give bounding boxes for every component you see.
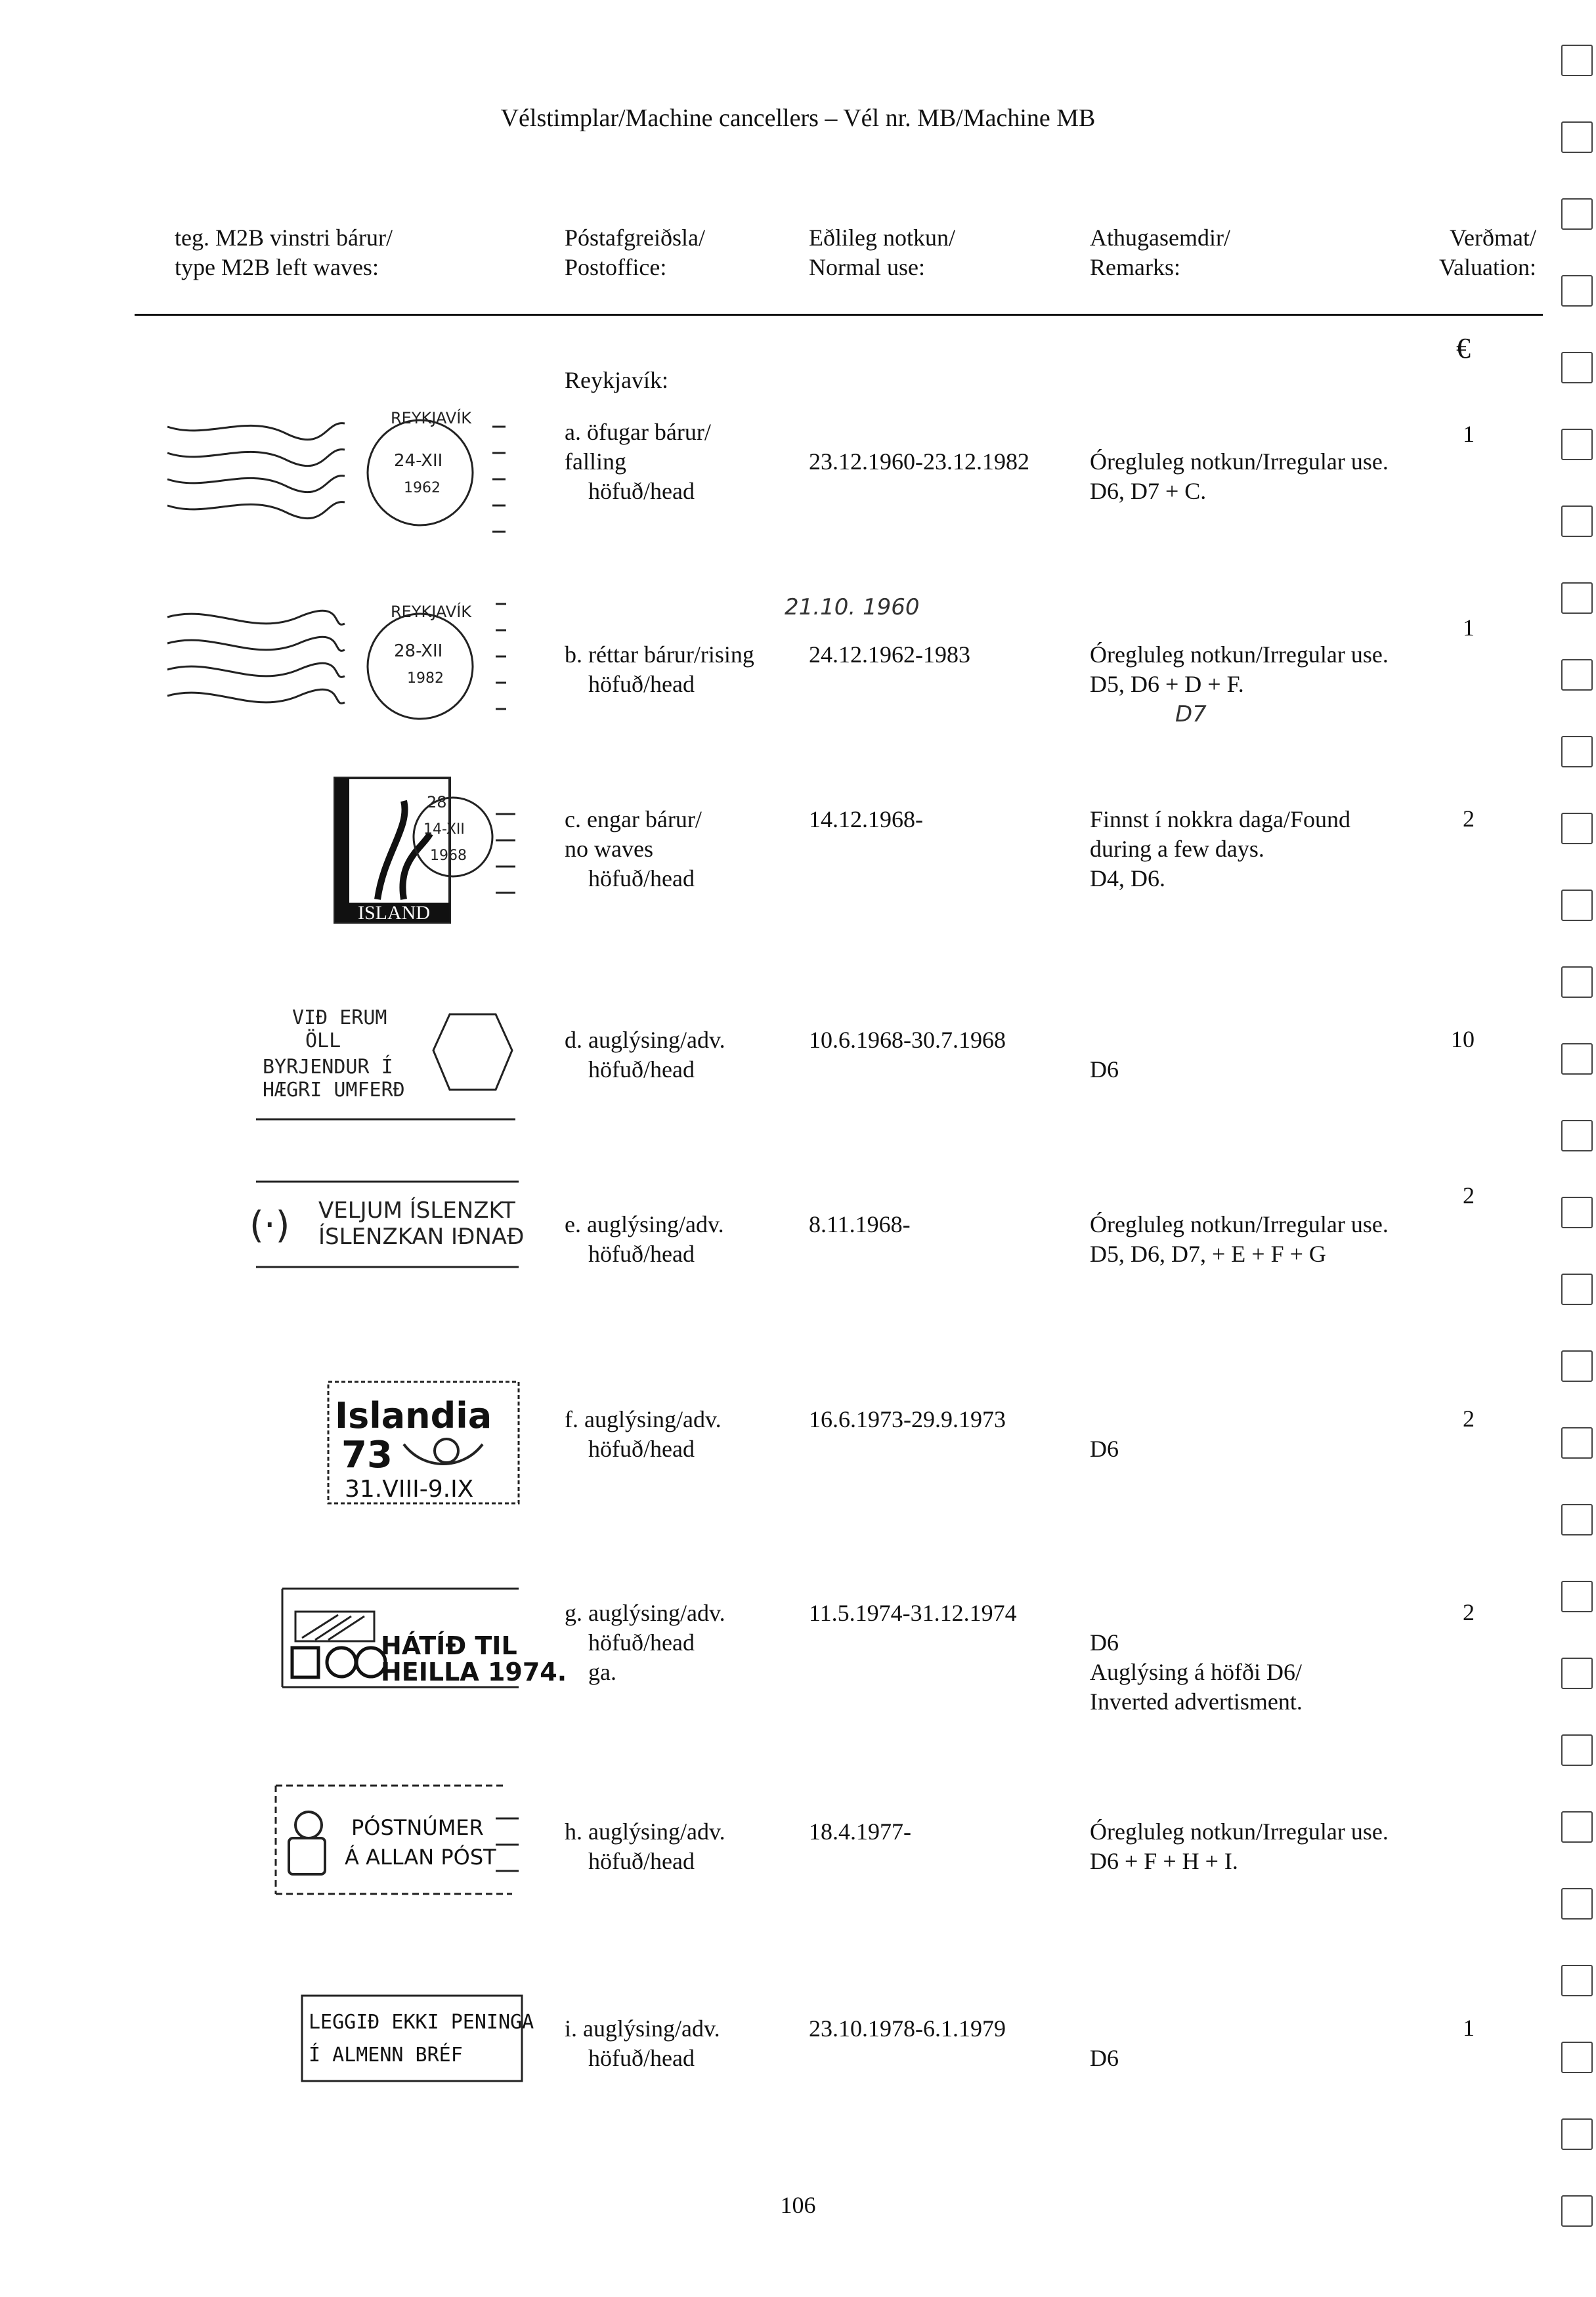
row-g-value: 2 — [1463, 1599, 1475, 1625]
row-g-remarks: D6 Auglýsing á höfði D6/ Inverted advertisment. — [1090, 1629, 1303, 1715]
row-h-use: 18.4.1977- — [809, 1818, 911, 1845]
stamp-d-line4: HÆGRI UMFERÐ — [263, 1079, 405, 1102]
handwritten-date-note: 21.10. 1960 — [785, 594, 920, 620]
page-number: 106 — [780, 2192, 816, 2218]
stamp-h-line1: PÓSTNÚMER — [351, 1815, 484, 1840]
row-d-value: 10 — [1451, 1026, 1475, 1052]
row-e-remarks: Óregluleg notkun/Irregular use. D5, D6, D7, + E + F + G — [1090, 1211, 1389, 1267]
stamp-d-line1: VIÐ ERUM — [292, 1006, 387, 1029]
stamp-d-line3: BYRJENDUR Í — [263, 1056, 393, 1079]
row-e-type: e. auglýsing/adv. höfuð/head — [565, 1211, 724, 1267]
stamp-b-city: REYKJAVÍK — [391, 603, 472, 621]
postmark-h-image — [269, 1779, 528, 1900]
header-normal-use: Eðlileg notkun/ Normal use: — [809, 225, 955, 280]
stamp-g-line2: HEILLA 1974. — [381, 1658, 567, 1686]
stamp-h-line2: Á ALLAN PÓST — [345, 1845, 496, 1870]
postoffice-label: Reykjavík: — [565, 367, 668, 393]
row-e-use: 8.11.1968- — [809, 1211, 911, 1237]
postmark-i-image — [299, 1992, 534, 2088]
handwritten-d7-note: D7 — [1175, 701, 1207, 727]
postmark-a-image — [154, 400, 522, 551]
row-f-remarks: D6 — [1090, 1436, 1119, 1462]
header-remarks: Athugasemdir/ Remarks: — [1090, 225, 1230, 280]
header-type: teg. M2B vinstri bárur/ type M2B left waves: — [175, 225, 393, 280]
row-c-use: 14.12.1968- — [809, 806, 923, 832]
stamp-c-date: 14-XII — [423, 821, 465, 838]
stamp-c-year: 1968 — [430, 848, 467, 864]
postmark-d-image — [253, 988, 522, 1126]
row-a-remarks: Óregluleg notkun/Irregular use. D6, D7 + C. — [1090, 448, 1389, 504]
stamp-a-date: 24-XII — [394, 451, 443, 471]
stamp-d-line2: ÖLL — [305, 1029, 341, 1052]
row-g-use: 11.5.1974-31.12.1974 — [809, 1600, 1017, 1626]
row-h-type: h. auglýsing/adv. höfuð/head — [565, 1818, 725, 1874]
row-b-use: 24.12.1962-1983 — [809, 641, 970, 668]
row-d-use: 10.6.1968-30.7.1968 — [809, 1027, 1006, 1053]
stamp-i-line1: LEGGIÐ EKKI PENINGA — [309, 2011, 534, 2034]
stamp-a-year: 1962 — [404, 480, 441, 496]
row-i-type: i. auglýsing/adv. höfuð/head — [565, 2015, 720, 2071]
row-b-remarks: Óregluleg notkun/Irregular use. D5, D6 + D + F. — [1090, 641, 1389, 697]
postmark-b-image — [154, 591, 522, 742]
postmark-c-image — [332, 775, 522, 929]
page-title: Vélstimplar/Machine cancellers – Vél nr. MB/Machine MB — [500, 104, 1096, 132]
stamp-e-line1: VELJUM ÍSLENZKT — [318, 1197, 515, 1224]
stamp-c-day: 28 — [427, 793, 447, 811]
svg-text:(·): (·) — [249, 1204, 290, 1247]
row-c-value: 2 — [1463, 805, 1475, 832]
stamp-a-city: REYKJAVÍK — [391, 409, 472, 427]
header-valuation: Verðmat/ Valuation: — [1439, 225, 1536, 280]
row-i-remarks: D6 — [1090, 2045, 1119, 2071]
row-f-use: 16.6.1973-29.9.1973 — [809, 1406, 1006, 1432]
row-i-value: 1 — [1463, 2015, 1475, 2041]
stamp-f-year: 73 — [341, 1434, 393, 1476]
row-c-type: c. engar bárur/ no waves höfuð/head — [565, 806, 702, 891]
stamp-b-year: 1982 — [407, 670, 444, 687]
row-h-remarks: Óregluleg notkun/Irregular use. D6 + F + H + I. — [1090, 1818, 1389, 1874]
row-c-remarks: Finnst í nokkra daga/Found during a few days. D4, D6. — [1090, 806, 1350, 891]
row-b-type: b. réttar bárur/rising höfuð/head — [565, 641, 754, 697]
stamp-b-date: 28-XII — [394, 641, 443, 661]
postmark-g-image — [276, 1582, 567, 1694]
row-i-use: 23.10.1978-6.1.1979 — [809, 2015, 1006, 2042]
stamp-g-line1: HÁTÍÐ TIL — [381, 1631, 517, 1660]
row-f-value: 2 — [1463, 1406, 1475, 1432]
postmark-f-image — [325, 1379, 522, 1507]
row-d-type: d. auglýsing/adv. höfuð/head — [565, 1027, 725, 1083]
header-rule — [135, 314, 1543, 316]
stamp-i-line2: Í ALMENN BRÉF — [309, 2044, 463, 2067]
stamp-f-dates: 31.VIII-9.IX — [345, 1476, 474, 1503]
currency-symbol: € — [1456, 332, 1471, 364]
row-f-type: f. auglýsing/adv. höfuð/head — [565, 1406, 722, 1462]
postmark-e-image — [249, 1175, 525, 1274]
row-b-value: 1 — [1463, 614, 1475, 641]
row-a-use: 23.12.1960-23.12.1982 — [809, 448, 1029, 475]
row-e-value: 2 — [1463, 1182, 1475, 1209]
stamp-e-line2: ÍSLENZKAN IÐNAÐ — [318, 1224, 525, 1250]
row-a-type: a. öfugar bárur/ falling höfuð/head — [565, 419, 711, 504]
stamp-f-word: Islandia — [335, 1395, 492, 1436]
stamp-c-banner: ISLAND — [358, 902, 430, 924]
row-d-remarks: D6 — [1090, 1056, 1119, 1083]
row-a-value: 1 — [1463, 421, 1475, 447]
row-g-type: g. auglýsing/adv. höfuð/head ga. — [565, 1600, 725, 1685]
header-postoffice: Póstafgreiðsla/ Postoffice: — [565, 225, 705, 280]
